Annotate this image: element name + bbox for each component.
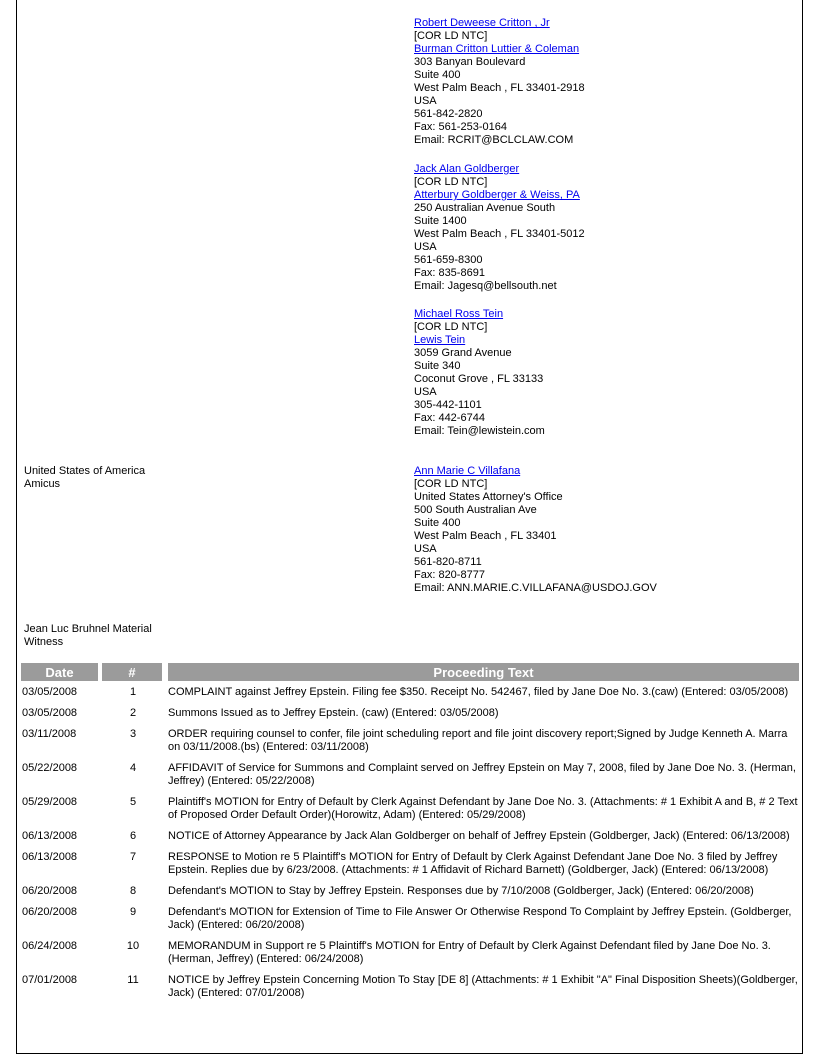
table-row <box>21 681 799 699</box>
address-line: Coconut Grove , FL 33133 <box>414 373 544 385</box>
attorney-name-link[interactable]: Jack Alan Goldberger <box>414 163 520 175</box>
attorney-designation: [COR LD NTC] <box>414 478 488 490</box>
fax: Fax: 442-6744 <box>414 412 485 424</box>
table-row <box>21 754 799 788</box>
address-line: 250 Australian Avenue South <box>414 202 556 214</box>
attorney-block-critton <box>414 17 585 147</box>
attorney-name-link[interactable]: Ann Marie C Villafana <box>414 465 521 477</box>
entry-number: 7 <box>129 851 137 863</box>
fax: Fax: 835-8691 <box>414 267 485 279</box>
email: Email: Tein@lewistein.com <box>414 425 545 437</box>
entry-text: RESPONSE to Motion re 5 Plaintiff's MOTION for Entry of Default by Clerk Against Defendant Jane Doe No. 3 filed by Jeffrey Epstein. Replies due by 6/23/2008. (Attachments: # 1 Affidavit of Richard Barnett) (Goldberger, Jack) (Entered: 06/13/2008) <box>168 851 778 876</box>
address-line: USA <box>414 241 437 253</box>
entry-number: 6 <box>129 830 137 842</box>
entry-date: 06/13/2008 <box>22 851 78 863</box>
phone: 561-842-2820 <box>414 108 483 120</box>
party-role: Witness <box>24 636 64 648</box>
entry-number: 1 <box>129 686 137 698</box>
entry-text: MEMORANDUM in Support re 5 Plaintiff's MOTION for Entry of Default by Clerk Against Defendant filed by Jane Doe No. 3. (Herman, Jeffrey) (Entered: 06/24/2008) <box>168 940 771 965</box>
address-line: West Palm Beach , FL 33401-2918 <box>414 82 585 94</box>
address-line: West Palm Beach , FL 33401-5012 <box>414 228 585 240</box>
phone: 305-442-1101 <box>414 399 482 411</box>
attorney-name-link[interactable]: Michael Ross Tein <box>414 308 504 320</box>
docket-table <box>21 663 799 1000</box>
entry-date: 06/20/2008 <box>22 906 78 918</box>
phone: 561-820-8711 <box>414 556 482 568</box>
email: Email: RCRIT@BCLCLAW.COM <box>414 134 574 146</box>
address-line: USA <box>414 95 437 107</box>
entry-number: 9 <box>129 906 137 918</box>
entry-date: 06/20/2008 <box>22 885 78 897</box>
entry-text: Plaintiff's MOTION for Entry of Default by Clerk Against Defendant by Jane Doe No. 3. (Attachments: # 1 Exhibit A and B, # 2 Text of Proposed Order Default Order)(Horowitz, Adam) (Entered: 05/29/2008) <box>168 796 798 821</box>
entry-date: 03/11/2008 <box>22 728 77 740</box>
address-line: 303 Banyan Boulevard <box>414 56 526 68</box>
table-row <box>21 699 799 720</box>
entry-text: AFFIDAVIT of Service for Summons and Complaint served on Jeffrey Epstein on May 7, 2008, filed by Jane Doe No. 3. (Herman, Jeffrey) (Entered: 05/22/2008) <box>168 762 796 787</box>
office-line: United States Attorney's Office <box>414 491 563 503</box>
address-line: Suite 400 <box>414 69 461 81</box>
fax: Fax: 820-8777 <box>414 569 485 581</box>
attorney-block-tein <box>414 308 545 438</box>
table-row <box>21 877 799 898</box>
table-row <box>21 822 799 843</box>
header-proceeding-text: Proceeding Text <box>168 663 799 681</box>
entry-number: 2 <box>129 707 137 719</box>
entry-text: Defendant's MOTION for Extension of Time to File Answer Or Otherwise Respond To Complaint by Jeffrey Epstein. (Goldberger, Jack) (Entered: 06/20/2008) <box>168 906 792 931</box>
email: Email: Jagesq@bellsouth.net <box>414 280 557 292</box>
amicus-party <box>24 465 145 491</box>
attorney-block-villafana <box>414 465 657 595</box>
party-role: Amicus <box>24 478 61 490</box>
address-line: Suite 340 <box>414 360 461 372</box>
entry-number: 8 <box>129 885 137 897</box>
entry-number: 11 <box>127 974 139 986</box>
table-row <box>21 843 799 877</box>
address-line: Suite 400 <box>414 517 461 529</box>
party-name: Jean Luc Bruhnel Material <box>24 623 152 635</box>
attorney-block-goldberger <box>414 163 585 293</box>
entry-date: 03/05/2008 <box>22 686 78 698</box>
entry-number: 4 <box>129 762 137 774</box>
entry-text: Summons Issued as to Jeffrey Epstein. (caw) (Entered: 03/05/2008) <box>168 707 499 719</box>
address-line: West Palm Beach , FL 33401 <box>414 530 557 542</box>
address-line: Suite 1400 <box>414 215 467 227</box>
firm-link[interactable]: Burman Critton Luttier & Coleman <box>414 43 580 55</box>
attorney-designation: [COR LD NTC] <box>414 176 488 188</box>
table-row <box>21 788 799 822</box>
attorney-name-link[interactable]: Robert Deweese Critton , Jr <box>414 17 550 29</box>
address-line: USA <box>414 386 437 398</box>
address-line: USA <box>414 543 437 555</box>
entry-text: ORDER requiring counsel to confer, file joint scheduling report and file joint discovery report;Signed by Judge Kenneth A. Marra on 03/11/2008.(bs) (Entered: 03/11/2008) <box>168 728 788 753</box>
table-row <box>21 966 799 1000</box>
entry-text: Defendant's MOTION to Stay by Jeffrey Epstein. Responses due by 7/10/2008 (Goldberger, Jack) (Entered: 06/20/2008) <box>168 885 754 897</box>
firm-link[interactable]: Atterbury Goldberger & Weiss, PA <box>414 189 580 201</box>
entry-date: 06/13/2008 <box>22 830 78 842</box>
table-row <box>21 720 799 754</box>
entry-date: 05/29/2008 <box>22 796 78 808</box>
party-name: United States of America <box>24 465 146 477</box>
firm-link[interactable]: Lewis Tein <box>414 334 466 346</box>
table-row <box>21 898 799 932</box>
email: Email: ANN.MARIE.C.VILLAFANA@USDOJ.GOV <box>414 582 657 594</box>
attorney-designation: [COR LD NTC] <box>414 30 488 42</box>
entry-text: COMPLAINT against Jeffrey Epstein. Filing fee $350. Receipt No. 542467, filed by Jane Doe No. 3.(caw) (Entered: 03/05/2008) <box>168 686 789 698</box>
entry-date: 05/22/2008 <box>22 762 78 774</box>
fax: Fax: 561-253-0164 <box>414 121 507 133</box>
table-header-row <box>21 663 799 681</box>
entry-date: 07/01/2008 <box>22 974 78 986</box>
address-line: 3059 Grand Avenue <box>414 347 512 359</box>
entry-number: 10 <box>126 940 140 952</box>
entry-text: NOTICE by Jeffrey Epstein Concerning Motion To Stay [DE 8] (Attachments: # 1 Exhibit "A" Final Disposition Sheets)(Goldberger, Jack) (Entered: 07/01/2008) <box>168 974 798 999</box>
entry-number: 3 <box>129 728 137 740</box>
entry-number: 5 <box>129 796 137 808</box>
witness-party <box>24 623 152 649</box>
header-number: # <box>102 663 162 681</box>
entry-date: 06/24/2008 <box>22 940 78 952</box>
attorney-designation: [COR LD NTC] <box>414 321 488 333</box>
table-row <box>21 932 799 966</box>
entry-text: NOTICE of Attorney Appearance by Jack Alan Goldberger on behalf of Jeffrey Epstein (Goldberger, Jack) (Entered: 06/13/2008) <box>168 830 790 842</box>
header-date: Date <box>21 663 98 681</box>
phone: 561-659-8300 <box>414 254 483 266</box>
address-line: 500 South Australian Ave <box>414 504 537 516</box>
entry-date: 03/05/2008 <box>22 707 78 719</box>
